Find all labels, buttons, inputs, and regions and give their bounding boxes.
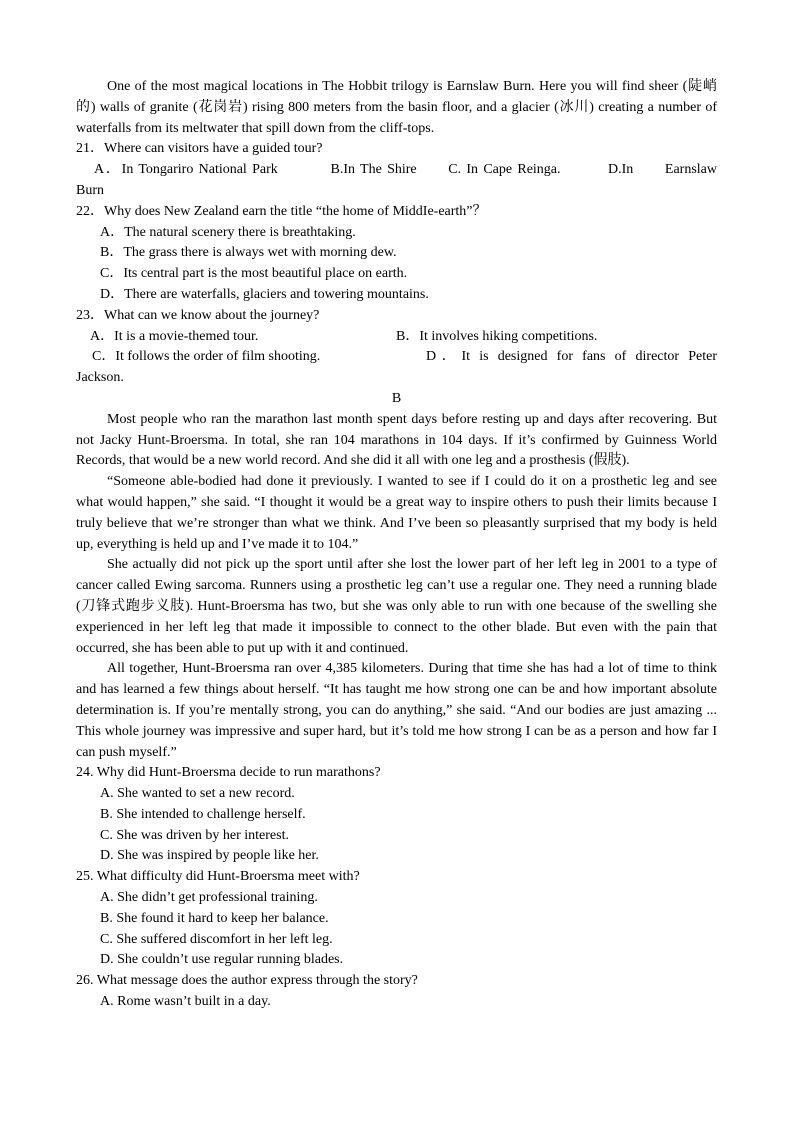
exam-page bbox=[76, 77, 717, 1013]
question-23-option-a: A．It is a movie-themed tour. bbox=[90, 328, 259, 344]
section-b-heading: B bbox=[391, 390, 402, 406]
passage-a-paragraph: One of the most magical locations in The Hobbit trilogy is Earnslaw Burn. Here you will find sheer (陡峭的) walls of granite (花岗岩) rising 800 meters from the basin floor, and a glacier (冰川) creating a number of waterfalls from its meltwater that spill down from the cliff-tops. bbox=[76, 79, 717, 136]
question-23-option-d-wrap: Jackson. bbox=[76, 370, 124, 386]
question-23-row-ab bbox=[76, 327, 717, 348]
question-23-option-c: C．It follows the order of film shooting. bbox=[92, 349, 321, 365]
question-23-stem: 23．What can we know about the journey? bbox=[76, 307, 320, 323]
question-25-option-b: B. She found it hard to keep her balance. bbox=[100, 910, 329, 926]
question-22-option-c: C．Its central part is the most beautiful place on earth. bbox=[100, 266, 408, 282]
passage-b-paragraph-3: She actually did not pick up the sport until after she lost the lower part of her left leg in 2001 to a type of cancer called Ewing sarcoma. Runners using a prosthetic leg can’t use a regular one. They need a running blade (刀锋式跑步义肢). Hunt-Broersma has two, but she was only able to run with one because of the swelling she experienced in her left leg that made it impossible to connect to the other blade. But even with the pain that occurred, she has been able to put up with it and continued. bbox=[76, 557, 717, 656]
passage-b-paragraph-4: All together, Hunt-Broersma ran over 4,385 kilometers. During that time she has had a lot of time to think and has learned a few things about herself. “It has taught me how strong one can be and how important absolute determination is. If you’re mentally strong, you can do anything,” she said. “And our bodies are just amazing ... This whole journey was impressive and super hard, but it’s told me how strong I can be as a person and how far I can push myself.” bbox=[76, 661, 717, 760]
question-24-option-b: B. She intended to challenge herself. bbox=[100, 806, 306, 822]
question-24-option-c: C. She was driven by her interest. bbox=[100, 827, 289, 843]
question-25-option-a: A. She didn’t get professional training. bbox=[100, 890, 318, 906]
question-25-option-c: C. She suffered discomfort in her left leg. bbox=[100, 931, 333, 947]
question-25-stem: 25. What difficulty did Hunt-Broersma meet with? bbox=[76, 869, 360, 885]
question-26-option-a: A. Rome wasn’t built in a day. bbox=[100, 994, 271, 1010]
question-22-option-d: D．There are waterfalls, glaciers and towering mountains. bbox=[100, 286, 429, 302]
question-21-options-wrap: Burn bbox=[76, 182, 104, 198]
passage-b-paragraph-1: Most people who ran the marathon last month spent days before resting up and days after recovering. But not Jacky Hunt-Broersma. In total, she ran 104 marathons in 104 days. If it’s confirmed by Guinness World Records, that would be a new world record. And she did it all with one leg and a prosthesis (假肢). bbox=[76, 411, 717, 469]
question-21-options: A．In Tongariro National Park B.In The Shire C. In Cape Reinga. D.In Earnslaw bbox=[94, 162, 717, 178]
passage-b-paragraph-2: “Someone able-bodied had done it previously. I wanted to see if I could do it on a prosthetic leg and see what would happen,” she said. “I thought it would be a great way to inspire others to push their limits because I truly believe that we’re stronger than what we think. And I’ve been so pleasantly surprised that my body is held up, everything is held up and I’ve made it to 104.” bbox=[76, 474, 717, 552]
question-23-option-d: D．It is designed for fans of director Peter bbox=[426, 349, 717, 365]
question-22-stem: 22．Why does New Zealand earn the title “the home of MiddIe-earth”？ bbox=[76, 203, 487, 219]
question-24-stem: 24. Why did Hunt-Broersma decide to run marathons? bbox=[76, 765, 381, 781]
question-22-option-b: B．The grass there is always wet with morning dew. bbox=[100, 245, 397, 261]
question-24-option-d: D. She was inspired by people like her. bbox=[100, 848, 319, 864]
question-23-option-b: B．It involves hiking competitions. bbox=[396, 328, 598, 344]
question-24-option-a: A. She wanted to set a new record. bbox=[100, 786, 295, 802]
question-25-option-d: D. She couldn’t use regular running blades. bbox=[100, 952, 344, 968]
question-22-option-a: A．The natural scenery there is breathtaking. bbox=[100, 224, 356, 240]
question-26-stem: 26. What message does the author express through the story? bbox=[76, 973, 418, 989]
question-21-stem: 21．Where can visitors have a guided tour? bbox=[76, 141, 323, 157]
question-23-row-cd bbox=[76, 347, 717, 368]
